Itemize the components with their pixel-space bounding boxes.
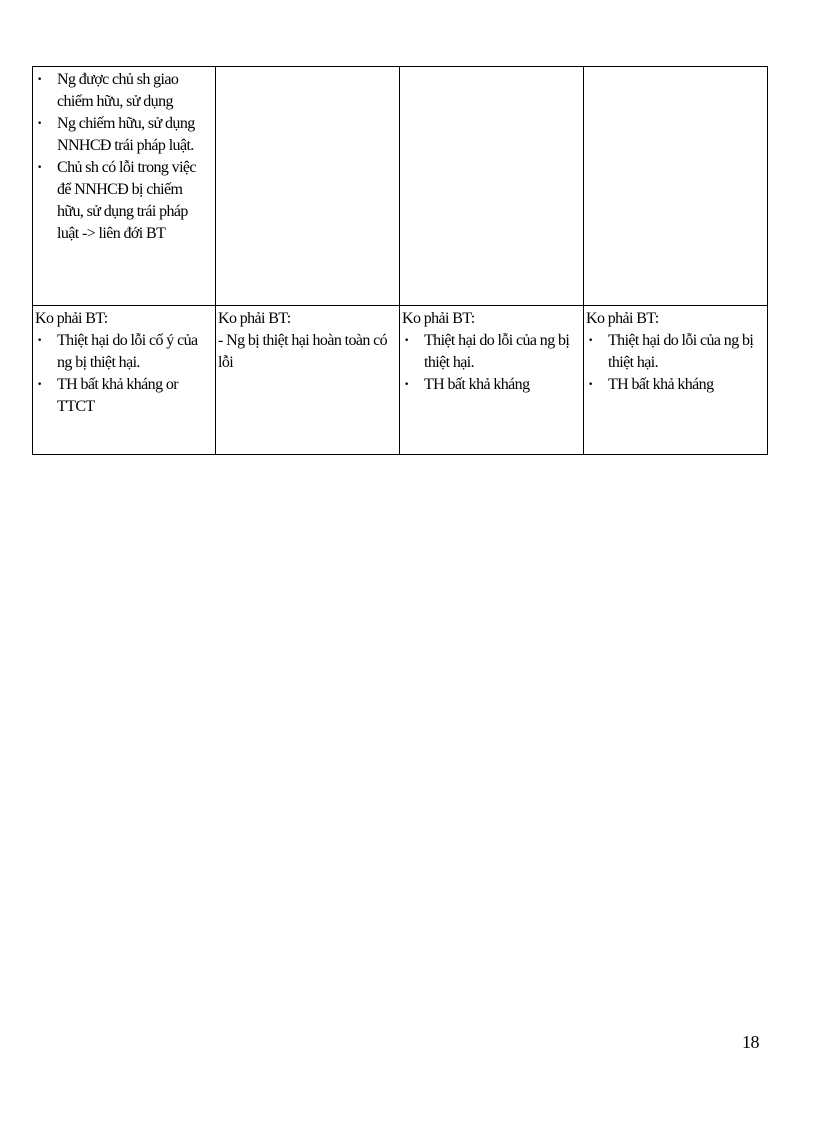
bullet-list — [402, 330, 579, 396]
page-number: 18 — [742, 1032, 759, 1052]
table-row — [33, 306, 768, 455]
table-cell-r1-c4 — [584, 67, 768, 306]
cell-heading: Ko phải BT: — [218, 310, 291, 327]
list-item: · Ng được chủ sh giao chiếm hữu, sử dụng — [35, 69, 211, 113]
list-item: · TH bất khả kháng or TTCT — [35, 374, 211, 418]
table-row — [33, 67, 768, 306]
list-item: · TH bất khả kháng — [586, 374, 763, 396]
table-cell-r1-c3 — [400, 67, 584, 306]
cell-text: - Ng bị thiệt hại hoàn toàn có lỗi — [218, 332, 388, 371]
bullet-list — [35, 69, 211, 245]
table-cell-r1-c2 — [216, 67, 400, 306]
table-cell-r2-c1 — [33, 306, 216, 455]
table-cell-r2-c3 — [400, 306, 584, 455]
comparison-table — [32, 66, 768, 455]
cell-heading: Ko phải BT: — [586, 310, 659, 327]
list-item: · Thiệt hại do lỗi của ng bị thiệt hại. — [586, 330, 763, 374]
cell-heading: Ko phải BT: — [35, 310, 108, 327]
bullet-list — [35, 330, 211, 418]
table-cell-r1-c1 — [33, 67, 216, 306]
cell-heading: Ko phải BT: — [402, 310, 475, 327]
list-item: · Ng chiếm hữu, sử dụng NNHCĐ trái pháp luật. — [35, 113, 211, 157]
list-item: · Thiệt hại do lỗi cố ý của ng bị thiệt hại. — [35, 330, 211, 374]
list-item: · Chủ sh có lỗi trong việc để NNHCĐ bị chiếm hữu, sử dụng trái pháp luật -> liên đới BT — [35, 157, 211, 245]
table-cell-r2-c4 — [584, 306, 768, 455]
bullet-list — [586, 330, 763, 396]
table-cell-r2-c2 — [216, 306, 400, 455]
list-item: · Thiệt hại do lỗi của ng bị thiệt hại. — [402, 330, 579, 374]
list-item: · TH bất khả kháng — [402, 374, 579, 396]
